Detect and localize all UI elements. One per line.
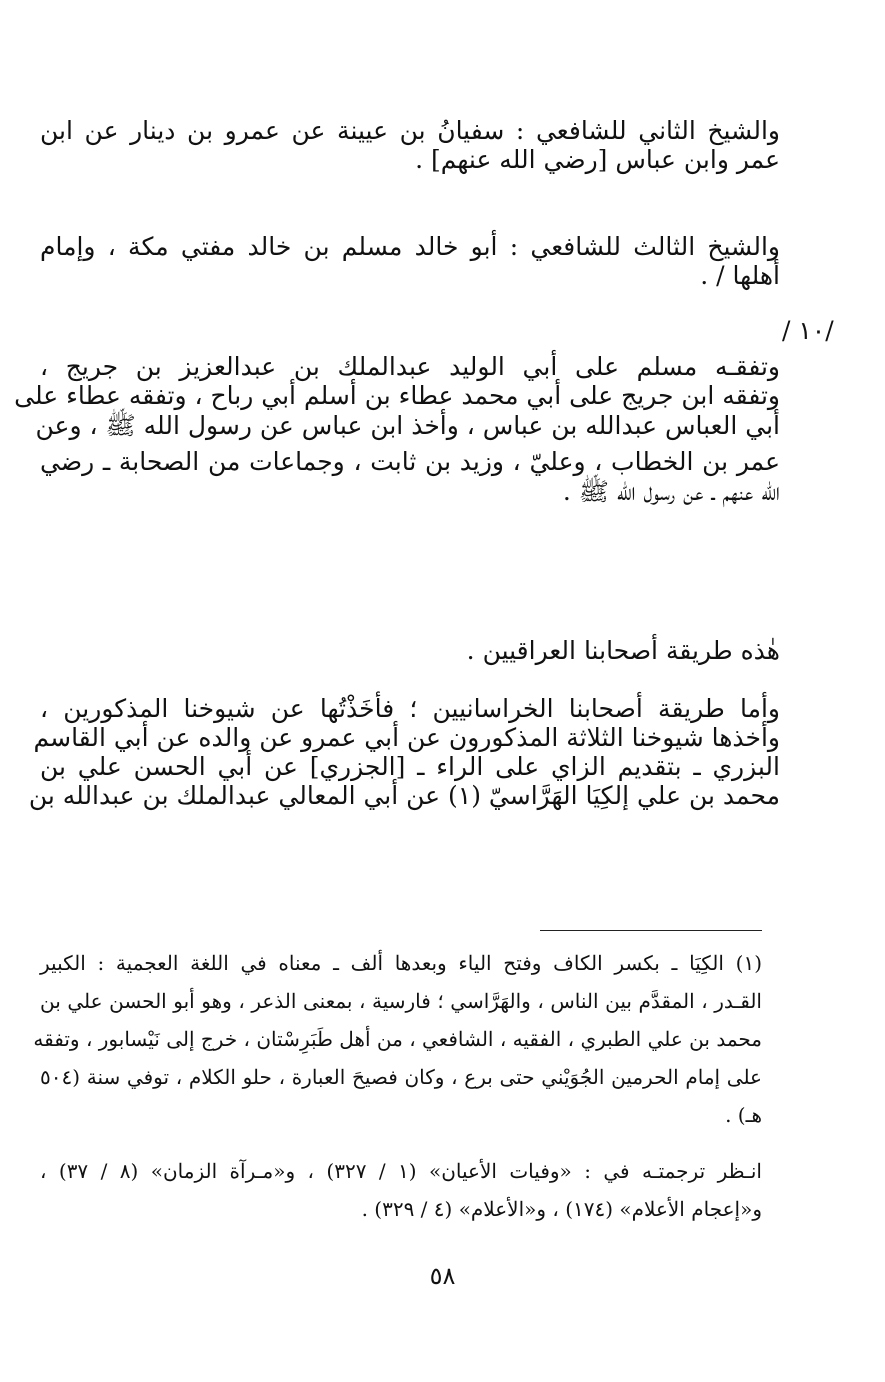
footnote-line: القـدر ، المقدَّم بين الناس ، والهَرَّاسي ؛ فارسية ، بمعنى الذعر ، وهو أبو الحسن علي بن (40, 989, 762, 1013)
footnote-separator (540, 930, 762, 931)
footnote-line: محمد بن علي الطبري ، الفقيه ، الشافعي ، من أهل طَبَرِسْتان ، خرج إلى نَيْسابور ، وتفقه (33, 1027, 762, 1051)
paragraph-khorasani-method (28, 694, 780, 810)
footnote-line: انـظر ترجمتـه في : «وفيات الأعيان» (١ / ٣٢٧) ، و«مـرآة الزمان» (٨ / ٣٧) ، (40, 1159, 762, 1183)
paragraph-third-sheikh (40, 232, 780, 290)
footnote-line: و«إعجام الأعلام» (١٧٤) ، و«الأعلام» (٤ / ٣٢٩) . (361, 1197, 762, 1221)
text-line: وتفقـه مسلم على أبي الوليد عبدالملك بن عبدالعزيز بن جريج ، (40, 352, 780, 381)
text-line: أبي العباس عبدالله بن عباس ، وأخذ ابن عباس عن رسول الله ﷺ ، وعن (35, 411, 780, 440)
footnote-line: هـ) . (725, 1103, 762, 1127)
text-line: أهلها / . (700, 261, 780, 290)
text-line: وتفقه ابن جريج على أبي محمد عطاء بن أسلم أبي رباح ، وتفقه عطاء على (14, 381, 780, 410)
paragraph-iraqi-method (40, 636, 780, 665)
footnote-line: (١) الكِيَا ـ بكسر الكاف وفتح الياء وبعدها ألف ـ معناه في اللغة العجمية : الكبير (40, 951, 762, 975)
text-line: وأخذها شيوخنا الثلاثة المذكورون عن أبي عمرو عن والده عن أبي القاسم (33, 723, 780, 752)
text-line: هٰذه طريقة أصحابنا العراقيين . (466, 636, 780, 665)
footnote-references (40, 1152, 762, 1228)
manuscript-folio-marker: / ١٠/ (782, 316, 834, 345)
page-number: ٥٨ (429, 1262, 456, 1290)
footnote-1 (33, 944, 762, 1134)
text-line: الله عنهم ـ عن رسول الله ﷺ . (562, 477, 780, 506)
text-line: والشيخ الثاني للشافعي : سفيانُ بن عيينة عن عمرو بن دينار عن ابن (40, 116, 780, 145)
paragraph-second-sheikh (40, 116, 780, 174)
text-line: والشيخ الثالث للشافعي : أبو خالد مسلم بن خالد مفتي مكة ، وإمام (40, 232, 780, 261)
paragraph-chain-of-transmission (14, 352, 780, 513)
footnote-line: على إمام الحرمين الجُوَيْني حتى برع ، وكان فصيحَ العبارة ، حلو الكلام ، توفي سنة (٥٠٤ (40, 1065, 762, 1089)
text-line: عمر بن الخطاب ، وعليّ ، وزيد بن ثابت ، وجماعات من الصحابة ـ رضي (40, 447, 780, 476)
text-line: وأما طريقة أصحابنا الخراسانيين ؛ فأخَذْتُها عن شيوخنا المذكورين ، (40, 694, 780, 723)
text-line: البزري ـ بتقديم الزاي على الراء ـ [الجزري] عن أبي الحسن علي بن (40, 752, 780, 781)
text-line: محمد بن علي إلكِيَا الهَرَّاسيّ (١) عن أبي المعالي عبدالملك بن عبدالله بن (28, 781, 780, 810)
text-line: عمر وابن عباس [رضي الله عنهم] . (415, 145, 780, 174)
